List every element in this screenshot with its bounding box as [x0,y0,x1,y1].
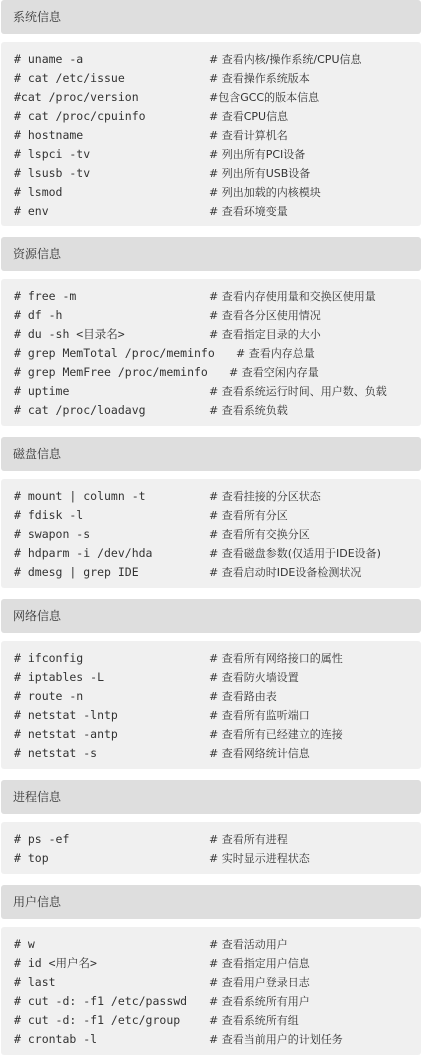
comment-text: # 查看活动用户 [209,938,288,951]
command-text: # grep MemFree /proc/meminfo [14,365,208,379]
command-text: # lsusb -tv [14,166,91,180]
command-text: # last [14,975,56,989]
comment-text: # 查看磁盘参数(仅适用于IDE设备) [209,547,381,560]
code-line [14,107,417,126]
code-line [14,69,417,88]
command-text: # hostname [14,128,84,142]
code-line [14,1011,417,1030]
code-line [14,363,417,382]
comment-text: # 查看用户登录日志 [209,976,310,989]
command-text: # cut -d: -f1 /etc/group [14,1013,181,1027]
section-header-user [1,885,421,919]
section-title: 进程信息 [13,790,62,804]
comment-text: # 实时显示进程状态 [209,852,310,865]
comment-text: # 查看内存使用量和交换区使用量 [209,290,376,303]
comment-text: # 查看所有进程 [209,833,288,846]
command-text: # ps -ef [14,832,70,846]
code-line [14,849,417,868]
comment-text: # 查看内核/操作系统/CPU信息 [209,53,362,66]
command-text: # cat /proc/loadavg [14,403,146,417]
code-line [14,506,417,525]
code-block-resource [1,279,421,426]
code-line [14,401,417,420]
code-line [14,382,417,401]
section-title: 系统信息 [13,10,62,24]
command-text: # iptables -L [14,670,105,684]
command-text: # cat /etc/issue [14,71,125,85]
section-header-network [1,599,421,633]
code-line [14,344,417,363]
comment-text: # 查看系统运行时间、用户数、负载 [209,385,387,398]
code-line [14,830,417,849]
command-text: # ifconfig [14,651,84,665]
code-line [14,525,417,544]
command-text: # netstat -s [14,746,98,760]
command-text: # cat /proc/cpuinfo [14,109,146,123]
section-header-system [1,0,421,34]
section-header-resource [1,237,421,271]
code-line [14,649,417,668]
code-line [14,563,417,582]
command-text: # cut -d: -f1 /etc/passwd [14,994,188,1008]
code-line [14,287,417,306]
command-text: # crontab -l [14,1032,98,1046]
code-line [14,668,417,687]
code-line [14,954,417,973]
command-text: # uname -a [14,52,84,66]
code-line [14,935,417,954]
comment-text: # 列出所有PCI设备 [209,148,306,161]
command-text: # du -sh <目录名> [14,327,125,341]
comment-text: # 查看路由表 [209,690,277,703]
comment-text: # 查看所有监听端口 [209,709,310,722]
comment-text: # 查看防火墙设置 [209,671,299,684]
command-text: # swapon -s [14,527,91,541]
comment-text: # 查看所有分区 [209,509,288,522]
code-line [14,88,417,107]
code-line [14,306,417,325]
comment-text: # 查看挂接的分区状态 [209,490,321,503]
command-text: # env [14,204,49,218]
comment-text: # 查看内存总量 [236,347,315,360]
comment-text: # 查看启动时IDE设备检测状况 [209,566,362,579]
comment-text: # 查看网络统计信息 [209,747,310,760]
command-text: # top [14,851,49,865]
code-line [14,50,417,69]
comment-text: # 查看指定目录的大小 [209,328,321,341]
command-text: # mount | column -t [14,489,146,503]
command-text: # uptime [14,384,70,398]
section-header-disk [1,437,421,471]
section-title: 用户信息 [13,895,62,909]
command-text: # lspci -tv [14,147,91,161]
code-block-process [1,822,421,874]
code-line [14,126,417,145]
code-line [14,706,417,725]
code-line [14,164,417,183]
comment-text: # 列出所有USB设备 [209,167,311,180]
comment-text: # 列出加载的内核模块 [209,186,321,199]
code-line [14,1030,417,1049]
comment-text: # 查看CPU信息 [209,110,289,123]
command-text: # netstat -antp [14,727,118,741]
code-line [14,325,417,344]
comment-text: #包含GCC的版本信息 [209,91,320,104]
comment-text: # 查看操作系统版本 [209,72,310,85]
command-text: # free -m [14,289,77,303]
code-block-network [1,641,421,769]
command-text: # id <用户名> [14,956,97,970]
code-line [14,973,417,992]
comment-text: # 查看计算机名 [209,129,288,142]
comment-text: # 查看所有已经建立的连接 [209,728,343,741]
code-line [14,487,417,506]
comment-text: # 查看系统负载 [209,404,288,417]
comment-text: # 查看系统所有组 [209,1014,299,1027]
command-text: #cat /proc/version [14,90,139,104]
command-text: # df -h [14,308,63,322]
command-text: # lsmod [14,185,63,199]
section-header-process [1,780,421,814]
code-block-user [1,927,421,1055]
code-block-system [1,42,421,226]
comment-text: # 查看空闲内存量 [229,366,319,379]
code-block-disk [1,479,421,588]
code-line [14,145,417,164]
comment-text: # 查看各分区使用情况 [209,309,321,322]
section-title: 磁盘信息 [13,447,62,461]
code-line [14,544,417,563]
command-text: # hdparm -i /dev/hda [14,546,153,560]
command-text: # fdisk -l [14,508,84,522]
command-text: # netstat -lntp [14,708,118,722]
command-text: # route -n [14,689,84,703]
code-line [14,202,417,221]
code-line [14,744,417,763]
code-line [14,725,417,744]
code-line [14,992,417,1011]
comment-text: # 查看当前用户的计划任务 [209,1033,343,1046]
command-text: # grep MemTotal /proc/meminfo [14,346,215,360]
comment-text: # 查看环境变量 [209,205,288,218]
code-line [14,183,417,202]
comment-text: # 查看系统所有用户 [209,995,310,1008]
comment-text: # 查看所有交换分区 [209,528,310,541]
command-text: # dmesg | grep IDE [14,565,139,579]
command-text: # w [14,937,35,951]
code-line [14,687,417,706]
section-title: 网络信息 [13,609,62,623]
section-title: 资源信息 [13,247,62,261]
comment-text: # 查看所有网络接口的属性 [209,652,343,665]
comment-text: # 查看指定用户信息 [209,957,310,970]
